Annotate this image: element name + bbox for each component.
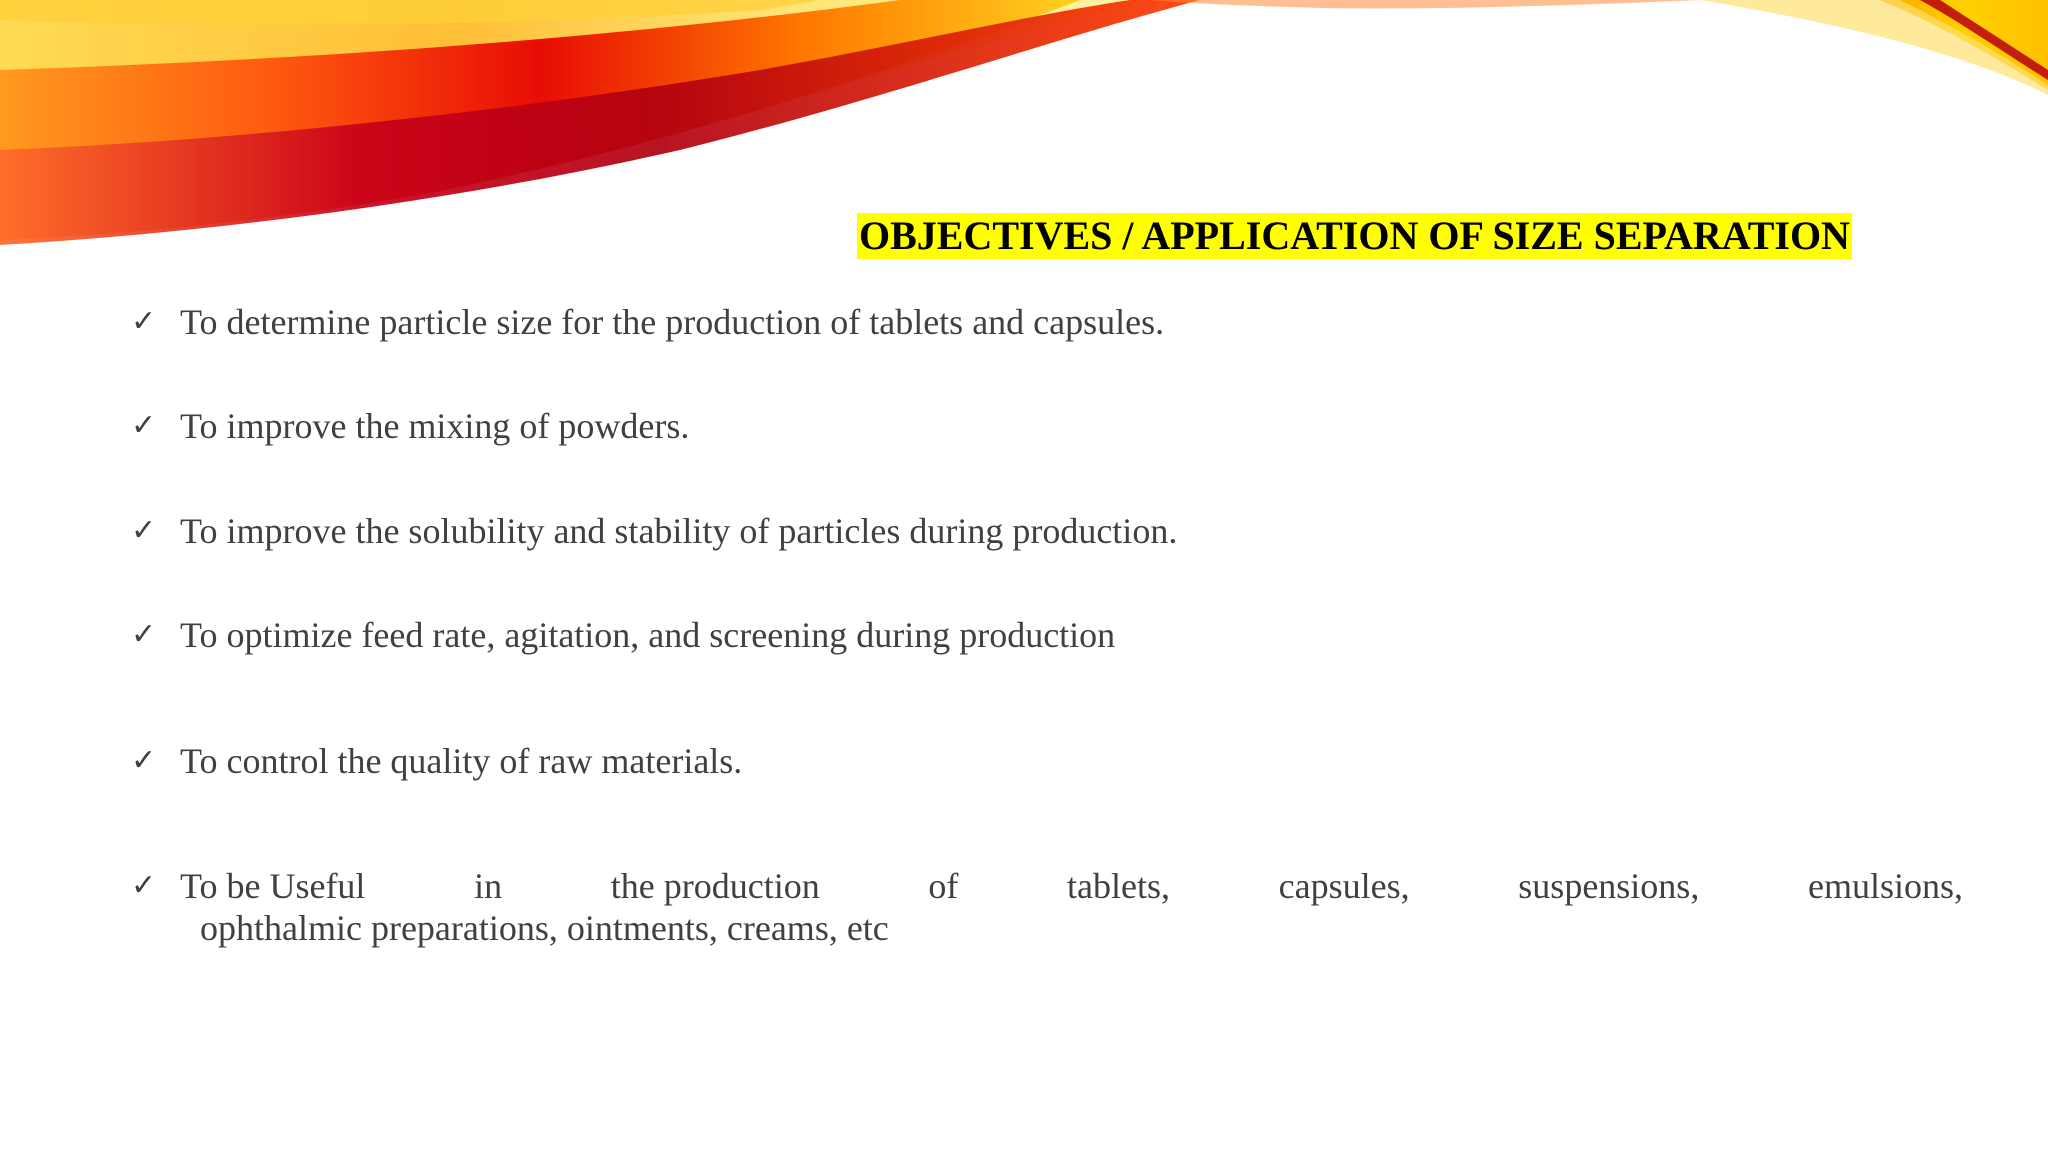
bullet-word: To be Useful — [180, 866, 366, 906]
bullet-word: tablets, — [1067, 866, 1171, 906]
bullet-text: To improve the mixing of powders. — [180, 406, 690, 446]
check-mark-icon: ✓ — [131, 513, 157, 548]
bullet-text: To optimize feed rate, agitation, and screening during production — [180, 615, 1116, 655]
check-mark-icon: ✓ — [131, 304, 157, 339]
check-mark-icon: ✓ — [131, 408, 157, 443]
check-mark-icon: ✓ — [131, 868, 157, 903]
check-mark-icon: ✓ — [131, 743, 157, 778]
bullet-text-justified-line — [180, 865, 1963, 907]
check-mark-icon: ✓ — [131, 617, 157, 652]
bullet-text: To improve the solubility and stability of particles during production. — [180, 511, 1178, 551]
bullet-text: To control the quality of raw materials. — [180, 741, 743, 781]
slide-title: OBJECTIVES / APPLICATION OF SIZE SEPARATION — [859, 213, 1850, 258]
bullet-text-continuation: ophthalmic preparations, ointments, creams, etc — [200, 908, 889, 948]
bullet-word: emulsions, — [1807, 866, 1963, 906]
bullet-text: To determine particle size for the production of tablets and capsules. — [180, 302, 1165, 342]
bullet-word: the production — [610, 866, 820, 906]
bullet-word: suspensions, — [1518, 866, 1700, 906]
bullet-word: capsules, — [1278, 866, 1410, 906]
bullet-word: of — [928, 866, 959, 906]
bullet-word: in — [474, 866, 503, 906]
